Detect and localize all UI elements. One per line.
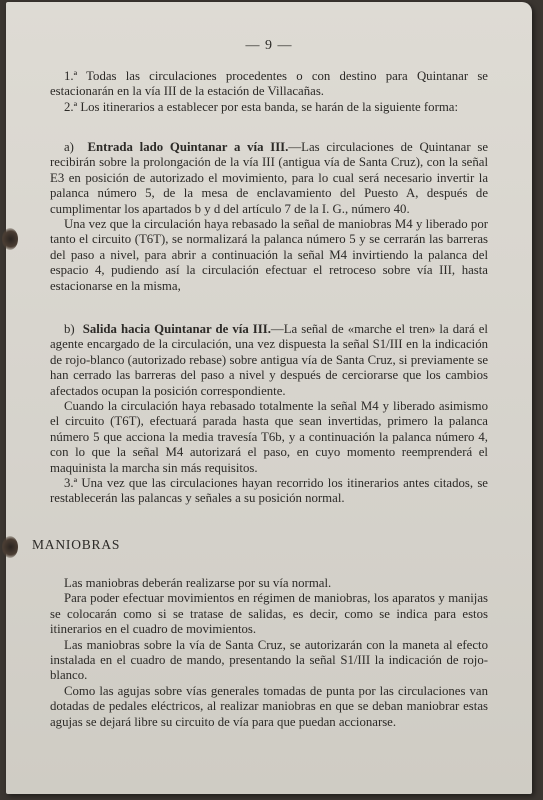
section-b-label: b) [64, 322, 75, 336]
intro-block [50, 69, 488, 115]
paragraph-3: 3.ª Una vez que las circulaciones hayan recorrido los itinerarios antes citados, se restablecerán las palancas y señales a su posición normal. [50, 476, 488, 506]
maniobras-heading: MANIOBRAS [32, 537, 121, 552]
maniobras-paragraph-2: Para poder efectuar movimientos en régimen de maniobras, los aparatos y manijas se colocarán como si se tratase de salidas, es decir, como se indica para estos itinerarios en el cuadro de movimientos. [50, 591, 488, 637]
section-a-paragraph-1 [50, 140, 488, 217]
section-b-title: Salida hacia Quintanar de vía III. [82, 322, 271, 336]
punch-hole [2, 228, 18, 250]
maniobras-paragraph-3: Las maniobras sobre la vía de Santa Cruz, se autorizarán con la maneta al efecto instalada en el cuadro de mando, presentando la señal S1/III la indicación de rojo-blanco. [50, 637, 488, 683]
section-b-paragraph-2: Cuando la circulación haya rebasado totalmente la señal M4 y liberado asimismo el circuito (T6T), efectuará parada hasta que sean invertidas, primero la palanca número 5 que acciona la media travesía T6b, y a continuación la palanca número 4, con lo que la señal M4 autorizará el paso, en cuyo momento reemprenderá el maquinista la marcha sin más requisitos. [50, 399, 488, 475]
punch-hole [2, 536, 18, 558]
paragraph-2: 2.ª Los itinerarios a establecer por esta banda, se harán de la siguiente forma: [64, 99, 459, 114]
section-b [50, 322, 488, 507]
section-a [50, 140, 488, 294]
document-page [6, 2, 532, 794]
section-a-title: Entrada lado Quintanar a vía III. [87, 140, 289, 154]
maniobras-paragraph-4: Como las agujas sobre vías generales tomadas de punta por las circulaciones van dotadas de pedales eléctricos, al realizar maniobras en que se deban maniobrar estas agujas se dejará libre su circuito de vía para que puedan accionarse. [50, 683, 488, 729]
paragraph-1: 1.ª Todas las circulaciones procedentes o con destino para Quintanar se estacionarán en la vía III de la estación de Villacañas. [50, 69, 488, 99]
section-a-label: a) [64, 140, 74, 154]
section-b-text: —La señal de «marche el tren» la dará el agente encargado de la circulación, una vez dispuesta la señal S1/III en la indicación de rojo-blanco (autorizado rebase) sobre antigua vía de Santa Cruz, si previamente se han cerrado las barreras del paso a nivel y después de cerciorarse que los cambios afectados ocupan la posición correspondiente. [50, 322, 488, 398]
section-b-paragraph-1 [50, 322, 488, 399]
maniobras-paragraph-1: Las maniobras deberán realizarse por su vía normal. [64, 576, 332, 590]
section-a-text: —Las circulaciones de Quintanar se recibirán sobre la prolongación de la vía III (antigua vía de Santa Cruz), con la señal E3 en posición de autorizado el movimiento, para lo cual será necesario invertir la palanca número 5, de la mesa de enclavamiento del Puesto A, después de cumplimentar los apartados b y d del artículo 7 de la I. G., número 40. [50, 140, 489, 216]
section-a-paragraph-2: Una vez que la circulación haya rebasado la señal de maniobras M4 y liberado por tanto el circuito (T6T), se normalizará la palanca número 5 y se cerrarán las barreras del paso a nivel, para abrir a continuación la señal M4 invirtiendo la palanca del espacio 4, pudiendo así la circulación efectuar el retroceso sobre vía III, hasta estacionarse en la misma, [50, 217, 488, 293]
maniobras-block [50, 576, 488, 730]
page-number: — 9 — [245, 38, 293, 53]
